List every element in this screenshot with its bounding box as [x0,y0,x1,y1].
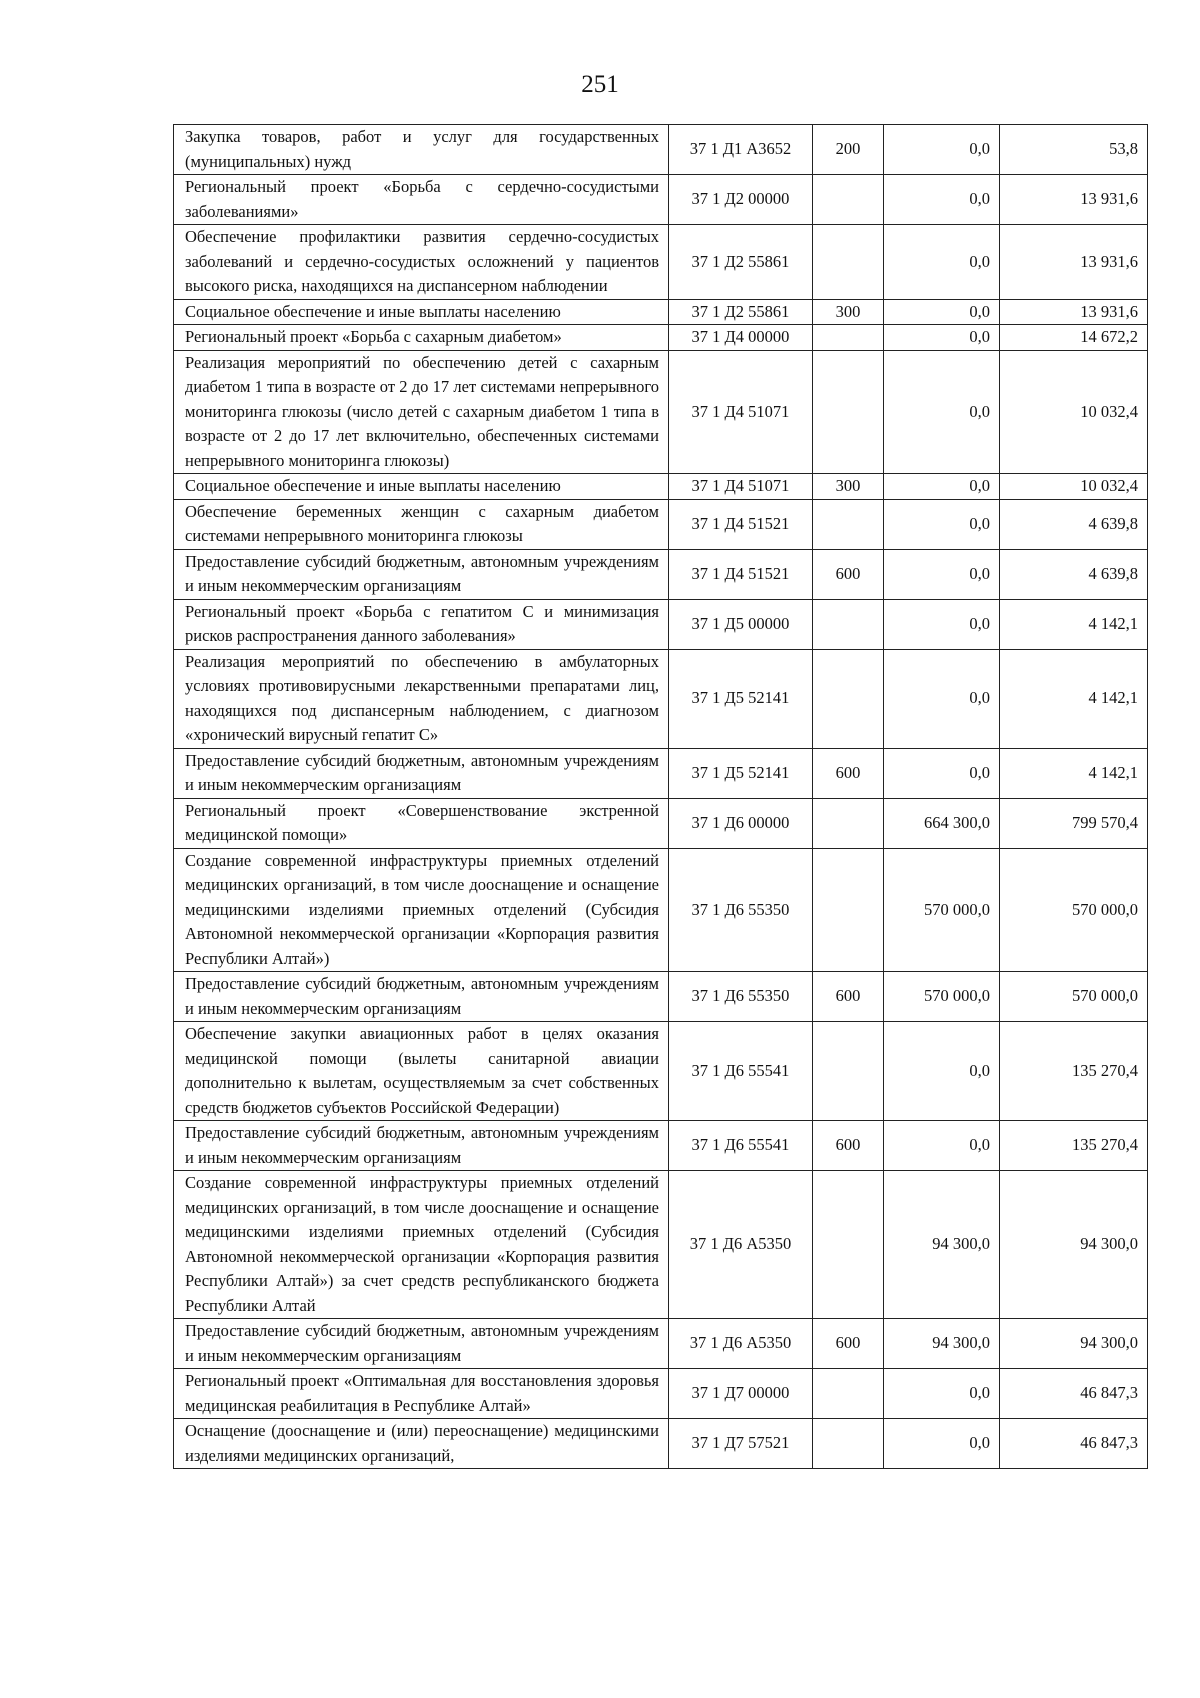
table-row [174,972,1148,1022]
table-row [174,1369,1148,1419]
row-name: Региональный проект «Совершенствование экстренной медицинской помощи» [174,798,669,848]
row-code: 37 1 Д4 51521 [669,499,813,549]
row-code: 37 1 Д6 55541 [669,1121,813,1171]
row-value-2: 13 931,6 [1000,299,1148,325]
row-value-1: 94 300,0 [884,1171,1000,1319]
row-code: 37 1 Д6 А5350 [669,1171,813,1319]
budget-table-body [174,125,1148,1469]
table-row [174,1319,1148,1369]
row-value-2: 53,8 [1000,125,1148,175]
row-type [813,1419,884,1469]
row-code: 37 1 Д6 А5350 [669,1319,813,1369]
row-code: 37 1 Д4 51521 [669,549,813,599]
row-value-1: 0,0 [884,125,1000,175]
row-value-1: 94 300,0 [884,1319,1000,1369]
row-value-1: 0,0 [884,1369,1000,1419]
row-value-1: 0,0 [884,1121,1000,1171]
row-value-2: 799 570,4 [1000,798,1148,848]
row-name: Региональный проект «Борьба с гепатитом С и минимизация рисков распространения данного заболевания» [174,599,669,649]
row-value-2: 46 847,3 [1000,1419,1148,1469]
row-name: Предоставление субсидий бюджетным, автономным учреждениям и иным некоммерческим организациям [174,748,669,798]
row-name: Предоставление субсидий бюджетным, автономным учреждениям и иным некоммерческим организациям [174,1319,669,1369]
row-type [813,1369,884,1419]
row-value-1: 0,0 [884,649,1000,748]
row-value-1: 0,0 [884,299,1000,325]
table-row [174,1121,1148,1171]
row-name: Создание современной инфраструктуры приемных отделений медицинских организаций, в том числе дооснащение и оснащение медицинскими изделиями приемных отделений (Субсидия Автономной некоммерческой организации «Корпорация развития Республики Алтай») за счет средств республиканского бюджета Республики Алтай [174,1171,669,1319]
row-value-2: 570 000,0 [1000,848,1148,972]
budget-table [173,124,1148,1469]
row-code: 37 1 Д2 00000 [669,175,813,225]
row-value-2: 135 270,4 [1000,1121,1148,1171]
row-value-2: 94 300,0 [1000,1319,1148,1369]
row-type [813,325,884,351]
row-name: Предоставление субсидий бюджетным, автономным учреждениям и иным некоммерческим организациям [174,549,669,599]
row-type [813,350,884,474]
table-row [174,175,1148,225]
row-value-2: 94 300,0 [1000,1171,1148,1319]
row-name: Обеспечение закупки авиационных работ в целях оказания медицинской помощи (вылеты санитарной авиации дополнительно к вылетам, осуществляемым за счет собственных средств бюджетов субъектов Российской Федерации) [174,1022,669,1121]
row-type [813,175,884,225]
row-name: Закупка товаров, работ и услуг для государственных (муниципальных) нужд [174,125,669,175]
row-type: 600 [813,1121,884,1171]
table-row [174,549,1148,599]
row-value-2: 13 931,6 [1000,175,1148,225]
row-value-1: 0,0 [884,175,1000,225]
row-type: 300 [813,474,884,500]
row-name: Предоставление субсидий бюджетным, автономным учреждениям и иным некоммерческим организациям [174,1121,669,1171]
row-value-1: 0,0 [884,350,1000,474]
row-value-2: 4 639,8 [1000,549,1148,599]
row-code: 37 1 Д4 00000 [669,325,813,351]
table-row [174,125,1148,175]
table-row [174,299,1148,325]
row-value-1: 0,0 [884,599,1000,649]
row-value-1: 664 300,0 [884,798,1000,848]
row-value-2: 135 270,4 [1000,1022,1148,1121]
table-row [174,499,1148,549]
row-code: 37 1 Д5 00000 [669,599,813,649]
row-name: Реализация мероприятий по обеспечению детей с сахарным диабетом 1 типа в возрасте от 2 до 17 лет системами непрерывного мониторинга глюкозы (число детей с сахарным диабетом 1 типа в возрасте от 2 до 17 лет включительно, обеспеченных системами непрерывного мониторинга глюкозы) [174,350,669,474]
row-value-1: 0,0 [884,225,1000,300]
row-type: 200 [813,125,884,175]
row-code: 37 1 Д7 57521 [669,1419,813,1469]
row-type [813,1171,884,1319]
row-type [813,798,884,848]
row-code: 37 1 Д5 52141 [669,748,813,798]
row-name: Социальное обеспечение и иные выплаты населению [174,474,669,500]
page-number: 251 [581,71,619,98]
row-value-2: 10 032,4 [1000,474,1148,500]
row-value-1: 0,0 [884,499,1000,549]
row-value-1: 570 000,0 [884,848,1000,972]
table-row [174,748,1148,798]
row-value-1: 0,0 [884,474,1000,500]
row-code: 37 1 Д5 52141 [669,649,813,748]
row-type [813,499,884,549]
row-code: 37 1 Д2 55861 [669,225,813,300]
row-value-2: 4 142,1 [1000,748,1148,798]
row-type: 600 [813,972,884,1022]
table-row [174,1419,1148,1469]
table-row [174,848,1148,972]
row-value-2: 10 032,4 [1000,350,1148,474]
row-name: Региональный проект «Борьба с сахарным диабетом» [174,325,669,351]
table-row [174,474,1148,500]
table-row [174,1022,1148,1121]
row-value-1: 570 000,0 [884,972,1000,1022]
row-code: 37 1 Д4 51071 [669,350,813,474]
row-value-2: 14 672,2 [1000,325,1148,351]
row-name: Оснащение (дооснащение и (или) переоснащение) медицинскими изделиями медицинских организаций, [174,1419,669,1469]
row-name: Обеспечение беременных женщин с сахарным диабетом системами непрерывного мониторинга глюкозы [174,499,669,549]
row-value-1: 0,0 [884,748,1000,798]
table-row [174,649,1148,748]
row-name: Предоставление субсидий бюджетным, автономным учреждениям и иным некоммерческим организациям [174,972,669,1022]
row-type [813,225,884,300]
row-name: Реализация мероприятий по обеспечению в амбулаторных условиях противовирусными лекарственными препаратами лиц, находящихся под диспансерным наблюдением, с диагнозом «хронический вирусный гепатит С» [174,649,669,748]
row-name: Обеспечение профилактики развития сердечно-сосудистых заболеваний и сердечно-сосудистых осложнений у пациентов высокого риска, находящихся на диспансерном наблюдении [174,225,669,300]
row-value-1: 0,0 [884,1419,1000,1469]
row-value-2: 46 847,3 [1000,1369,1148,1419]
row-type [813,1022,884,1121]
table-row [174,1171,1148,1319]
row-type: 600 [813,549,884,599]
row-value-1: 0,0 [884,549,1000,599]
row-value-1: 0,0 [884,325,1000,351]
row-value-2: 4 639,8 [1000,499,1148,549]
row-code: 37 1 Д6 55541 [669,1022,813,1121]
row-name: Социальное обеспечение и иные выплаты населению [174,299,669,325]
row-type [813,599,884,649]
row-type: 600 [813,748,884,798]
row-value-2: 13 931,6 [1000,225,1148,300]
row-name: Региональный проект «Оптимальная для восстановления здоровья медицинская реабилитация в Республике Алтай» [174,1369,669,1419]
row-value-2: 570 000,0 [1000,972,1148,1022]
row-code: 37 1 Д6 55350 [669,848,813,972]
row-value-2: 4 142,1 [1000,599,1148,649]
row-code: 37 1 Д6 00000 [669,798,813,848]
row-name: Региональный проект «Борьба с сердечно-сосудистыми заболеваниями» [174,175,669,225]
table-row [174,350,1148,474]
table-row [174,225,1148,300]
table-row [174,798,1148,848]
row-code: 37 1 Д2 55861 [669,299,813,325]
row-type [813,848,884,972]
row-value-2: 4 142,1 [1000,649,1148,748]
table-row [174,325,1148,351]
row-name: Создание современной инфраструктуры приемных отделений медицинских организаций, в том числе дооснащение и оснащение медицинскими изделиями приемных отделений (Субсидия Автономной некоммерческой организации «Корпорация развития Республики Алтай») [174,848,669,972]
table-row [174,599,1148,649]
row-type: 600 [813,1319,884,1369]
row-value-1: 0,0 [884,1022,1000,1121]
row-type: 300 [813,299,884,325]
row-type [813,649,884,748]
row-code: 37 1 Д4 51071 [669,474,813,500]
row-code: 37 1 Д6 55350 [669,972,813,1022]
row-code: 37 1 Д1 А3652 [669,125,813,175]
row-code: 37 1 Д7 00000 [669,1369,813,1419]
